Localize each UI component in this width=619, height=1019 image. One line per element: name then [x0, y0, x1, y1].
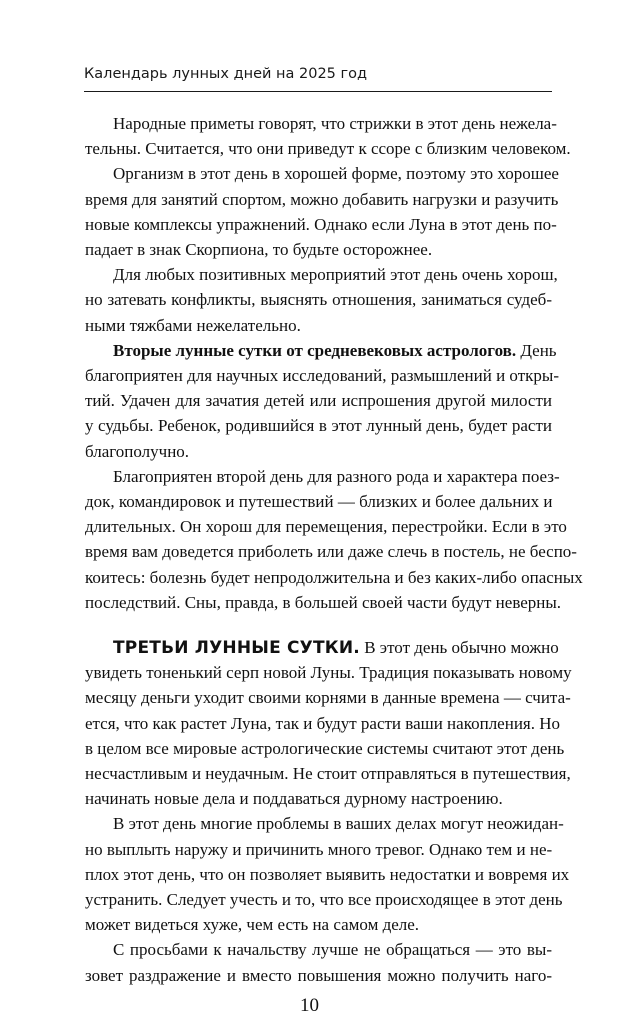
text-line: но затевать конфликты, выяснять отношения, заниматься судеб- [85, 290, 552, 309]
text-line: несчастливым и неудачным. Не стоит отправляться в путешествия, [85, 764, 571, 783]
page-number: 10 [300, 995, 319, 1016]
text-line: время для занятий спортом, можно добавить нагрузки и разучить [85, 190, 559, 209]
text-line: плох этот день, что он позволяет выявить недостатки и вовремя их [85, 865, 570, 884]
text-line: док, командировок и путешествий — близких и более дальних и [85, 492, 553, 511]
text-line: Организм в этот день в хорошей форме, поэтому это хорошее [113, 164, 559, 183]
text-line: время вам доведется приболеть или даже слечь в постель, не беспо- [85, 542, 577, 561]
text-line: длительных. Он хорош для перемещения, перестройки. Если в это [85, 517, 567, 536]
text-line [113, 338, 557, 364]
text-line: увидеть тоненький серп новой Луны. Традиция показывать новому [85, 663, 572, 682]
text-line: тий. Удачен для зачатия детей или испрошения другой милости [85, 391, 552, 410]
header-rule [84, 91, 552, 92]
text-run: В этот день обычно можно [359, 638, 559, 657]
text-line: С просьбами к начальству лучше не обращаться — это вы- [113, 940, 552, 959]
text-line: но выплыть наружу и причинить много тревог. Однако тем и не- [85, 840, 553, 859]
text-line: новые комплексы упражнений. Однако если Луна в этот день по- [85, 215, 557, 234]
text-line: Народные приметы говорят, что стрижки в этот день нежела- [113, 114, 557, 133]
text-line: ными тяжбами нежелательно. [85, 316, 301, 335]
text-line: Благоприятен второй день для разного рода и характера поез- [113, 467, 560, 486]
text-line: устранить. Следует учесть и то, что все происходящее в этот день [85, 890, 563, 909]
text-line: благополучно. [85, 442, 190, 461]
bold-lead: Вторые лунные сутки от средневековых астрологов. [113, 341, 517, 360]
text-run: День [516, 341, 557, 360]
text-line: тельны. Считается, что они приведут к ссоре с близким человеком. [85, 139, 571, 158]
running-head: Календарь лунных дней на 2025 год [84, 66, 368, 82]
section-heading: ТРЕТЬИ ЛУННЫЕ СУТКИ. [113, 638, 360, 658]
text-line: ется, что как растет Луна, так и будут расти ваши накопления. Но [85, 714, 561, 733]
text-line: падает в знак Скорпиона, то будьте осторожнее. [85, 240, 433, 259]
text-line: месяцу деньги уходит своими корнями в данные времена — счита- [85, 688, 571, 707]
text-line: в целом все мировые астрологические системы считают этот день [85, 739, 565, 758]
text-line: благоприятен для научных исследований, размышлений и откры- [85, 366, 559, 385]
text-line: может видеться хуже, чем есть на самом деле. [85, 915, 420, 934]
text-line: последствий. Сны, правда, в большей своей части будут неверны. [85, 593, 562, 612]
text-line: начинать новые дела и поддаваться дурному настроению. [85, 789, 503, 808]
text-line [113, 635, 559, 661]
text-line: коитесь: болезнь будет непродолжительна и без каких-либо опасных [85, 568, 583, 587]
text-line: у судьбы. Ребенок, родившийся в этот лунный день, будет расти [85, 416, 552, 435]
text-line: зовет раздражение и вместо повышения можно получить наго- [85, 966, 552, 985]
text-line: Для любых позитивных мероприятий этот день очень хорош, [113, 265, 558, 284]
text-line: В этот день многие проблемы в ваших делах могут неожидан- [113, 814, 564, 833]
